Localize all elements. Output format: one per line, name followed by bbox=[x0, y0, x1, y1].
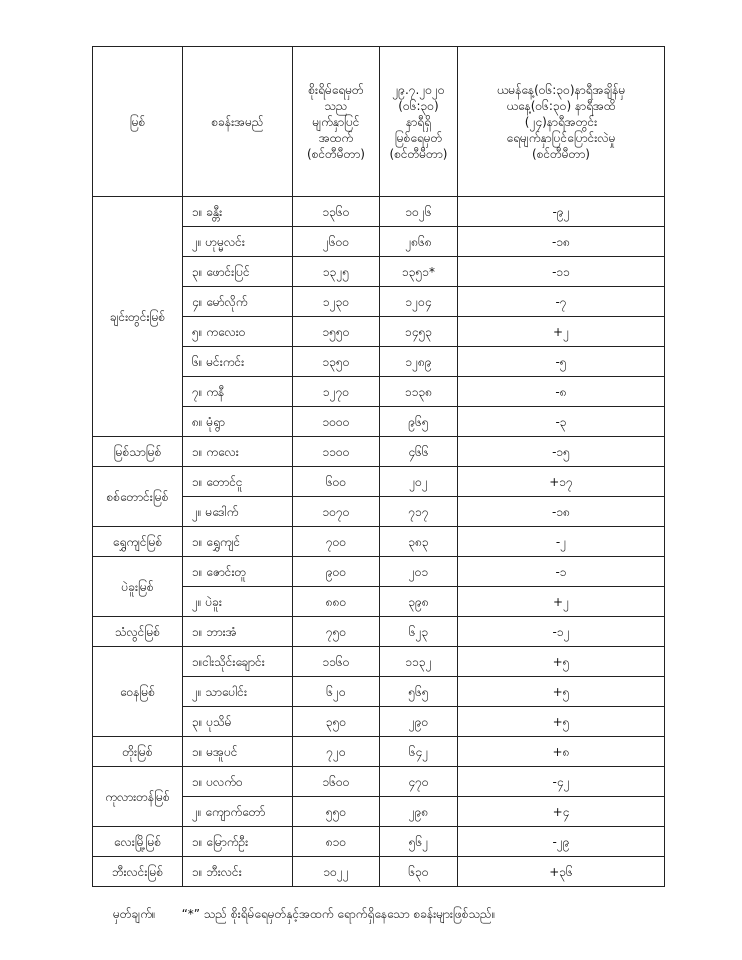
danger-level-cell: ၆၂၀ bbox=[293, 677, 380, 707]
station-name-cell: ၂။ သာပေါင်း bbox=[183, 677, 293, 707]
station-name-cell: ၂။ မဒေါက် bbox=[183, 497, 293, 527]
footnote-label: မှတ်ချက်။ bbox=[113, 907, 156, 921]
station-name-cell: ၁။ ရွှေကျင် bbox=[183, 527, 293, 557]
change-cell: +၅ bbox=[458, 677, 665, 707]
danger-level-cell: ၁၂၇၀ bbox=[293, 377, 380, 407]
change-cell: +၄ bbox=[458, 797, 665, 827]
table-row bbox=[93, 767, 665, 797]
river-name-cell: တိုးမြစ် bbox=[93, 737, 183, 767]
current-level-cell: ၂၉၀ bbox=[380, 707, 458, 737]
change-cell: +၁၇ bbox=[458, 467, 665, 497]
table-row bbox=[93, 557, 665, 587]
river-name-cell: လေးမြို့မြစ် bbox=[93, 827, 183, 857]
station-name-cell: ၁။ ဇောင်းတူ bbox=[183, 557, 293, 587]
change-cell: +၅ bbox=[458, 707, 665, 737]
danger-level-cell: ၁၅၅၀ bbox=[293, 317, 380, 347]
header-current-level: ၂၉.၇.၂၀၂၀ (၀၆:၃၀) နာရီရှိ မြစ်ရေမှတ် (စင်တီမီတာ) bbox=[380, 47, 458, 197]
change-cell: -၁၅ bbox=[458, 437, 665, 467]
station-name-cell: ၇။ ကနီ bbox=[183, 377, 293, 407]
danger-level-cell: ၁၃၆၀ bbox=[293, 197, 380, 227]
danger-level-cell: ၁၁၀၀ bbox=[293, 437, 380, 467]
current-level-cell: ၆၃၀ bbox=[380, 857, 458, 887]
current-level-cell: ၆၄၂ bbox=[380, 737, 458, 767]
danger-level-cell: ၉၀၀ bbox=[293, 557, 380, 587]
current-level-cell: ၇၁၇ bbox=[380, 497, 458, 527]
danger-level-cell: ၈၁၀ bbox=[293, 827, 380, 857]
table-row bbox=[93, 857, 665, 887]
danger-level-cell: ၁၃၂၅ bbox=[293, 257, 380, 287]
change-cell: -၁၈ bbox=[458, 497, 665, 527]
station-name-cell: ၄။ မော်လိုက် bbox=[183, 287, 293, 317]
table-row bbox=[93, 197, 665, 227]
station-name-cell: ၁။ ဘီးလင်း bbox=[183, 857, 293, 887]
change-cell: -၇ bbox=[458, 287, 665, 317]
river-level-table bbox=[92, 46, 665, 887]
table-row bbox=[93, 467, 665, 497]
river-name-cell: သံလွင်မြစ် bbox=[93, 617, 183, 647]
change-cell: -၃ bbox=[458, 407, 665, 437]
change-cell: -၅ bbox=[458, 347, 665, 377]
station-name-cell: ၂။ ကျောက်တော် bbox=[183, 797, 293, 827]
station-name-cell: ၃။ ပုသိမ် bbox=[183, 707, 293, 737]
change-cell: -၁ bbox=[458, 557, 665, 587]
current-level-cell: ၂၈၆၈ bbox=[380, 227, 458, 257]
river-name-cell: ပဲခူးမြစ် bbox=[93, 557, 183, 617]
danger-level-cell: ၆၀၀ bbox=[293, 467, 380, 497]
change-cell: -၁၂ bbox=[458, 617, 665, 647]
danger-level-cell: ၁၀၇၀ bbox=[293, 497, 380, 527]
header-station: စခန်းအမည် bbox=[183, 47, 293, 197]
station-name-cell: ၆။ မင်းကင်း bbox=[183, 347, 293, 377]
current-level-cell: ၅၆၂ bbox=[380, 827, 458, 857]
danger-level-cell: ၁၂၃၀ bbox=[293, 287, 380, 317]
current-level-cell: ၁၄၅၃ bbox=[380, 317, 458, 347]
table-header bbox=[93, 47, 665, 197]
change-cell: -၂၉ bbox=[458, 827, 665, 857]
header-danger-level: စိုးရိမ်ရေမှတ် သည မျက်နှာပြင် အထက် (စင်တီမီတာ) bbox=[293, 47, 380, 197]
change-cell: -၁၈ bbox=[458, 227, 665, 257]
current-level-cell: ၂၀၁ bbox=[380, 557, 458, 587]
danger-level-cell: ၁၆၀၀ bbox=[293, 767, 380, 797]
footnote bbox=[113, 906, 673, 924]
table-row bbox=[93, 647, 665, 677]
table-body bbox=[93, 197, 665, 887]
header-river: မြစ် bbox=[93, 47, 183, 197]
danger-level-cell: ၁၃၅၀ bbox=[293, 347, 380, 377]
river-name-cell: ချင်းတွင်းမြစ် bbox=[93, 197, 183, 437]
station-name-cell: ၁။ ပလက်ဝ bbox=[183, 767, 293, 797]
current-level-cell: ၄၆၆ bbox=[380, 437, 458, 467]
danger-level-cell: ၁၀၀၀ bbox=[293, 407, 380, 437]
station-name-cell: ၈။ မုံရွာ bbox=[183, 407, 293, 437]
danger-level-cell: ၁၁၆၀ bbox=[293, 647, 380, 677]
table-row bbox=[93, 737, 665, 767]
river-name-cell: ဘီးလင်းမြစ် bbox=[93, 857, 183, 887]
danger-level-cell: ၁၀၂၂ bbox=[293, 857, 380, 887]
station-name-cell: ၁။ငါးသိုင်းချောင်း bbox=[183, 647, 293, 677]
station-name-cell: ၂။ ပဲခူး bbox=[183, 587, 293, 617]
change-cell: -၉၂ bbox=[458, 197, 665, 227]
change-cell: +၅ bbox=[458, 647, 665, 677]
current-level-cell: ၁၃၅၁* bbox=[380, 257, 458, 287]
change-cell: +၈ bbox=[458, 737, 665, 767]
current-level-cell: ၉၆၅ bbox=[380, 407, 458, 437]
river-name-cell: ဝေနမြစ် bbox=[93, 647, 183, 737]
change-cell: -၂ bbox=[458, 527, 665, 557]
change-cell: +၃၆ bbox=[458, 857, 665, 887]
station-name-cell: ၃။ ဖောင်းပြင် bbox=[183, 257, 293, 287]
current-level-cell: ၁၀၂၆ bbox=[380, 197, 458, 227]
danger-level-cell: ၈၈၀ bbox=[293, 587, 380, 617]
danger-level-cell: ၃၅၀ bbox=[293, 707, 380, 737]
station-name-cell: ၁။ မအူပင် bbox=[183, 737, 293, 767]
change-cell: +၂ bbox=[458, 317, 665, 347]
current-level-cell: ၄၇၀ bbox=[380, 767, 458, 797]
current-level-cell: ၁၁၃၈ bbox=[380, 377, 458, 407]
change-cell: +၂ bbox=[458, 587, 665, 617]
current-level-cell: ၂၉၈ bbox=[380, 797, 458, 827]
table-row bbox=[93, 827, 665, 857]
change-cell: -၄၂ bbox=[458, 767, 665, 797]
station-name-cell: ၁။ တောင်ငူ bbox=[183, 467, 293, 497]
station-name-cell: ၁။ ကလေး bbox=[183, 437, 293, 467]
table-row bbox=[93, 527, 665, 557]
danger-level-cell: ၇၂၀ bbox=[293, 737, 380, 767]
station-name-cell: ၁။ ခန္တီး bbox=[183, 197, 293, 227]
river-name-cell: ရွှေကျင်မြစ် bbox=[93, 527, 183, 557]
current-level-cell: ၁၁၃၂ bbox=[380, 647, 458, 677]
current-level-cell: ၅၆၅ bbox=[380, 677, 458, 707]
current-level-cell: ၃၉၈ bbox=[380, 587, 458, 617]
table-row bbox=[93, 617, 665, 647]
current-level-cell: ၂၀၂ bbox=[380, 467, 458, 497]
table-row bbox=[93, 437, 665, 467]
station-name-cell: ၁။ ဘားအံ bbox=[183, 617, 293, 647]
change-cell: -၁၁ bbox=[458, 257, 665, 287]
station-name-cell: ၂။ ဟုမ္မလင်း bbox=[183, 227, 293, 257]
header-24h-change: ယမန်နေ့(၀၆:၃၀)နာရီအချိန်မှ ယနေ့(၀၆:၃၀) နာရီအထိ (၂၄)နာရီအတွင်း ရေမျက်နှာပြင်ပြောင်းလဲမှု (စင်တီမီတာ) bbox=[458, 47, 665, 197]
station-name-cell: ၅။ ကလေးဝ bbox=[183, 317, 293, 347]
danger-level-cell: ၇၀၀ bbox=[293, 527, 380, 557]
danger-level-cell: ၇၅၀ bbox=[293, 617, 380, 647]
current-level-cell: ၆၂၃ bbox=[380, 617, 458, 647]
river-name-cell: ကုလားတန်မြစ် bbox=[93, 767, 183, 827]
current-level-cell: ၃၈၃ bbox=[380, 527, 458, 557]
danger-level-cell: ၂၆၀၀ bbox=[293, 227, 380, 257]
danger-level-cell: ၅၅၀ bbox=[293, 797, 380, 827]
footnote-text: “*” သည် စိုးရိမ်ရေမှတ်နှင့်အထက် ရောက်ရှိနေသော စခန်းများဖြစ်သည်။ bbox=[181, 907, 496, 921]
current-level-cell: ၁၂၀၄ bbox=[380, 287, 458, 317]
station-name-cell: ၁။ မြောက်ဦး bbox=[183, 827, 293, 857]
current-level-cell: ၁၂၈၉ bbox=[380, 347, 458, 377]
change-cell: -၈ bbox=[458, 377, 665, 407]
river-name-cell: မြစ်သာမြစ် bbox=[93, 437, 183, 467]
river-name-cell: စစ်တောင်းမြစ် bbox=[93, 467, 183, 527]
